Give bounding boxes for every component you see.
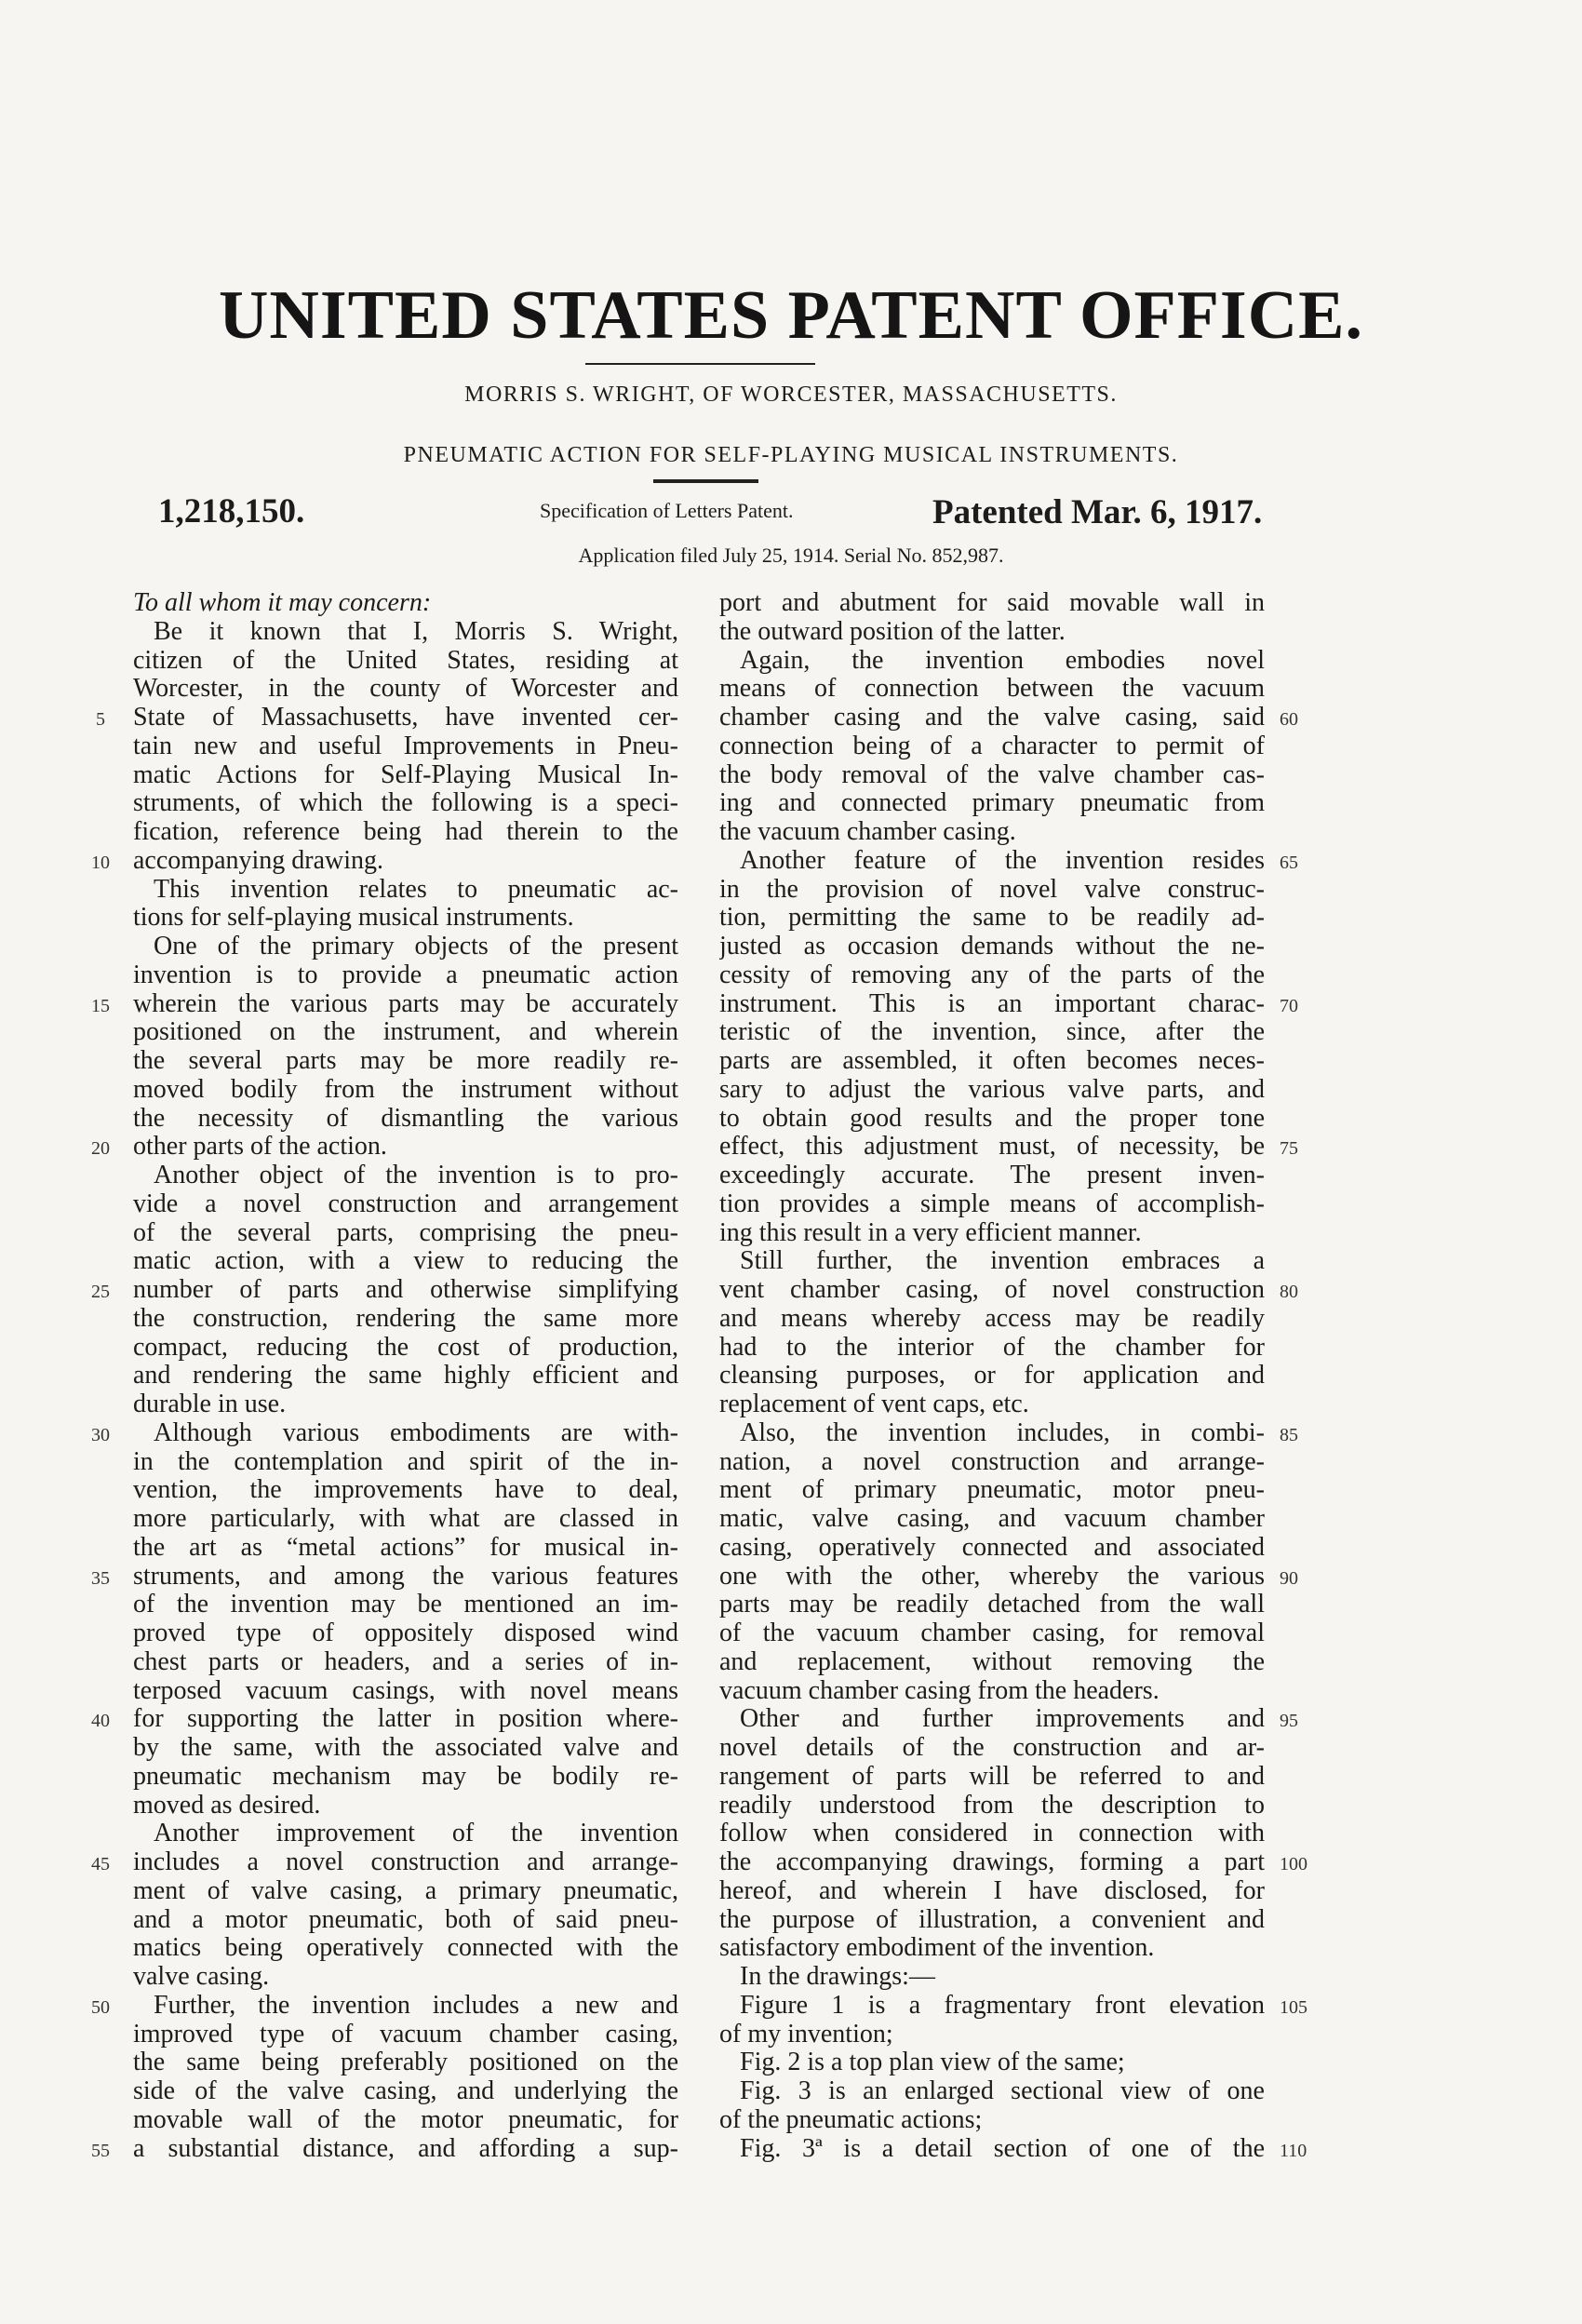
text-line: the necessity of dismantling the various [133, 1104, 678, 1133]
text-line: cleansing purposes, or for application and [719, 1362, 1265, 1390]
text-line: side of the valve casing, and underlying the [133, 2077, 678, 2105]
text-line: port and abutment for said movable wall in [719, 589, 1265, 617]
text-line: Fig. 3ª is a detail section of one of the [740, 2134, 1265, 2163]
line-number: 70 [1280, 995, 1298, 1016]
text-line: One of the primary objects of the present [154, 933, 678, 960]
text-line: and means whereby access may be readily [719, 1304, 1265, 1333]
text-line: of the pneumatic actions; [719, 2105, 983, 2134]
text-line: matic Actions for Self-Playing Musical In- [133, 760, 678, 789]
text-line: matic action, with a view to reducing the [133, 1247, 678, 1276]
text-line: the several parts may be more readily re- [133, 1047, 678, 1075]
text-line: Again, the invention embodies novel [740, 646, 1265, 675]
text-line: more particularly, with what are classed in [133, 1505, 678, 1533]
text-line: by the same, with the associated valve and [133, 1734, 678, 1762]
line-number: 100 [1280, 1854, 1307, 1874]
text-line: nation, a novel construction and arrange- [719, 1447, 1265, 1476]
text-line: parts may be readily detached from the wall [719, 1591, 1265, 1619]
text-line: tion provides a simple means of accomplish- [719, 1189, 1265, 1218]
text-line: of my invention; [719, 2020, 893, 2049]
text-line: Another improvement of the invention [154, 1820, 678, 1848]
line-number: 85 [1280, 1424, 1298, 1445]
line-number: 30 [91, 1424, 110, 1445]
text-line: moved as desired. [133, 1791, 321, 1820]
text-line: wherein the various parts may be accurately [133, 989, 678, 1018]
text-line: and rendering the same highly efficient and [133, 1362, 678, 1390]
text-line: matic, valve casing, and vacuum chamber [719, 1505, 1265, 1533]
text-line: Other and further improvements and [740, 1705, 1265, 1734]
text-line: Although various embodiments are with- [154, 1418, 678, 1447]
text-line: of the invention may be mentioned an im- [133, 1591, 678, 1619]
text-line: connection being of a character to permit of [719, 732, 1265, 760]
text-line: movable wall of the motor pneumatic, for [133, 2105, 678, 2134]
text-line: justed as occasion demands without the ne- [719, 933, 1265, 960]
line-number: 60 [1280, 709, 1298, 730]
line-number: 105 [1280, 1996, 1307, 2018]
text-line: the same being preferably positioned on the [133, 2049, 678, 2077]
text-line: means of connection between the vacuum [719, 675, 1265, 704]
text-line: ing this result in a very efficient manner. [719, 1218, 1142, 1247]
text-line: and a motor pneumatic, both of said pneu- [133, 1905, 678, 1934]
text-line: matics being operatively connected with the [133, 1934, 678, 1963]
text-line: chamber casing and the valve casing, said [719, 704, 1265, 732]
line-number: 20 [91, 1138, 110, 1160]
text-line: for supporting the latter in position where- [133, 1705, 678, 1734]
line-number: 10 [91, 852, 110, 873]
line-number: 75 [1280, 1138, 1298, 1160]
text-line: Another feature of the invention resides [740, 846, 1265, 875]
text-line: Further, the invention includes a new and [154, 1991, 678, 2020]
text-line: includes a novel construction and arrange- [133, 1848, 678, 1876]
application-filed-line: Application filed July 25, 1914. Serial No. 852,987. [578, 544, 1004, 567]
subject-line: PNEUMATIC ACTION FOR SELF-PLAYING MUSICAL INSTRUMENTS. [403, 443, 1179, 467]
line-number: 65 [1280, 852, 1298, 873]
line-number: 80 [1280, 1282, 1298, 1302]
text-line: satisfactory embodiment of the invention. [719, 1934, 1155, 1963]
text-line: exceedingly accurate. The present inven- [719, 1162, 1265, 1189]
text-line: other parts of the action. [133, 1133, 387, 1162]
line-number: 55 [91, 2140, 110, 2161]
text-line: compact, reducing the cost of production, [133, 1333, 678, 1362]
patented-date: Patented Mar. 6, 1917. [932, 493, 1263, 531]
text-line: novel details of the construction and ar- [719, 1734, 1265, 1762]
text-line: readily understood from the description to [719, 1791, 1265, 1820]
text-line: In the drawings:— [740, 1963, 935, 1991]
text-line: number of parts and otherwise simplifying [133, 1276, 678, 1304]
text-line: instrument. This is an important charac- [719, 989, 1265, 1018]
text-line: ment of primary pneumatic, motor pneu- [719, 1476, 1265, 1505]
text-line: teristic of the invention, since, after the [719, 1018, 1265, 1047]
text-line: struments, and among the various features [133, 1562, 678, 1591]
text-line: valve casing. [133, 1963, 270, 1991]
text-line: the accompanying drawings, forming a part [719, 1848, 1265, 1876]
text-line: had to the interior of the chamber for [719, 1333, 1265, 1362]
subject-rule [653, 479, 758, 483]
text-line: Be it known that I, Morris S. Wright, [154, 617, 678, 646]
text-line: and replacement, without removing the [719, 1647, 1265, 1676]
text-line: invention is to provide a pneumatic action [133, 960, 678, 989]
text-line: Worcester, in the county of Worcester and [133, 675, 678, 704]
text-line: vent chamber casing, of novel construction [719, 1276, 1265, 1304]
line-number: 50 [91, 1996, 110, 2018]
line-number: 15 [91, 995, 110, 1016]
text-line: sary to adjust the various valve parts, and [719, 1075, 1265, 1104]
text-line: replacement of vent caps, etc. [719, 1390, 1029, 1418]
text-line: hereof, and wherein I have disclosed, for [719, 1876, 1265, 1905]
text-line: To all whom it may concern: [133, 589, 432, 617]
text-line: struments, of which the following is a speci- [133, 789, 678, 818]
text-line: terposed vacuum casings, with novel means [133, 1676, 678, 1705]
text-line: cessity of removing any of the parts of the [719, 960, 1265, 989]
specification-label: Specification of Letters Patent. [540, 499, 794, 522]
text-line: vacuum chamber casing from the headers. [719, 1676, 1160, 1705]
text-line: proved type of oppositely disposed wind [133, 1619, 678, 1647]
text-line: improved type of vacuum chamber casing, [133, 2020, 678, 2049]
text-line: vention, the improvements have to deal, [133, 1476, 678, 1505]
text-line: durable in use. [133, 1390, 287, 1418]
text-line: in the provision of novel valve construc- [719, 875, 1265, 904]
text-line: casing, operatively connected and associated [719, 1533, 1265, 1562]
line-number: 95 [1280, 1711, 1298, 1732]
text-line: accompanying drawing. [133, 846, 384, 875]
patent-number: 1,218,150. [158, 492, 305, 531]
text-line: one with the other, whereby the various [719, 1562, 1265, 1591]
text-line: moved bodily from the instrument without [133, 1075, 678, 1104]
text-line: the art as “metal actions” for musical in- [133, 1533, 678, 1562]
text-line: chest parts or headers, and a series of in- [133, 1647, 678, 1676]
line-number: 110 [1280, 2140, 1307, 2161]
left-text-column [133, 589, 678, 2163]
text-line: parts are assembled, it often becomes neces- [719, 1047, 1265, 1075]
right-text-column [719, 589, 1265, 2163]
line-number: 25 [91, 1282, 110, 1302]
text-line: follow when considered in connection with [719, 1820, 1265, 1848]
text-line: ment of valve casing, a primary pneumatic, [133, 1876, 678, 1905]
text-line: Fig. 2 is a top plan view of the same; [740, 2049, 1125, 2077]
text-line: rangement of parts will be referred to and [719, 1762, 1265, 1791]
text-line: Also, the invention includes, in combi- [740, 1418, 1265, 1447]
text-line: vide a novel construction and arrangement [133, 1189, 678, 1218]
text-line: to obtain good results and the proper tone [719, 1104, 1265, 1133]
text-line: a substantial distance, and affording a sup- [133, 2134, 678, 2163]
text-line: pneumatic mechanism may be bodily re- [133, 1762, 678, 1791]
text-line: State of Massachusetts, have invented cer- [133, 704, 678, 732]
office-title: UNITED STATES PATENT OFFICE. [218, 277, 1364, 354]
text-line: fication, reference being had therein to the [133, 818, 678, 846]
text-line: tain new and useful Improvements in Pneu- [133, 732, 678, 760]
text-line: of the vacuum chamber casing, for removal [719, 1619, 1265, 1647]
title-rule [585, 363, 815, 365]
text-line: the purpose of illustration, a convenient and [719, 1905, 1265, 1934]
text-line: Still further, the invention embraces a [740, 1247, 1265, 1276]
text-line: Another object of the invention is to pro- [154, 1162, 678, 1189]
text-line: tions for self-playing musical instruments. [133, 904, 574, 933]
line-number: 45 [91, 1854, 110, 1874]
text-line: effect, this adjustment must, of necessity, be [719, 1133, 1265, 1162]
text-line: the vacuum chamber casing. [719, 818, 1016, 846]
text-line: tion, permitting the same to be readily ad- [719, 904, 1265, 933]
inventor-line: MORRIS S. WRIGHT, OF WORCESTER, MASSACHUSETTS. [464, 383, 1118, 407]
text-line: Fig. 3 is an enlarged sectional view of one [740, 2077, 1265, 2105]
line-number: 35 [91, 1567, 110, 1589]
text-line: the body removal of the valve chamber cas- [719, 760, 1265, 789]
line-number: 90 [1280, 1567, 1298, 1589]
text-line: positioned on the instrument, and wherein [133, 1018, 678, 1047]
text-line: ing and connected primary pneumatic from [719, 789, 1265, 818]
text-line: the construction, rendering the same more [133, 1304, 678, 1333]
text-line: in the contemplation and spirit of the in- [133, 1447, 678, 1476]
line-number: 5 [96, 709, 105, 730]
text-line: the outward position of the latter. [719, 617, 1066, 646]
text-line: citizen of the United States, residing at [133, 646, 678, 675]
text-line: of the several parts, comprising the pneu- [133, 1218, 678, 1247]
line-number: 40 [91, 1711, 110, 1732]
text-line: This invention relates to pneumatic ac- [154, 875, 678, 904]
text-line: Figure 1 is a fragmentary front elevation [740, 1991, 1265, 2020]
